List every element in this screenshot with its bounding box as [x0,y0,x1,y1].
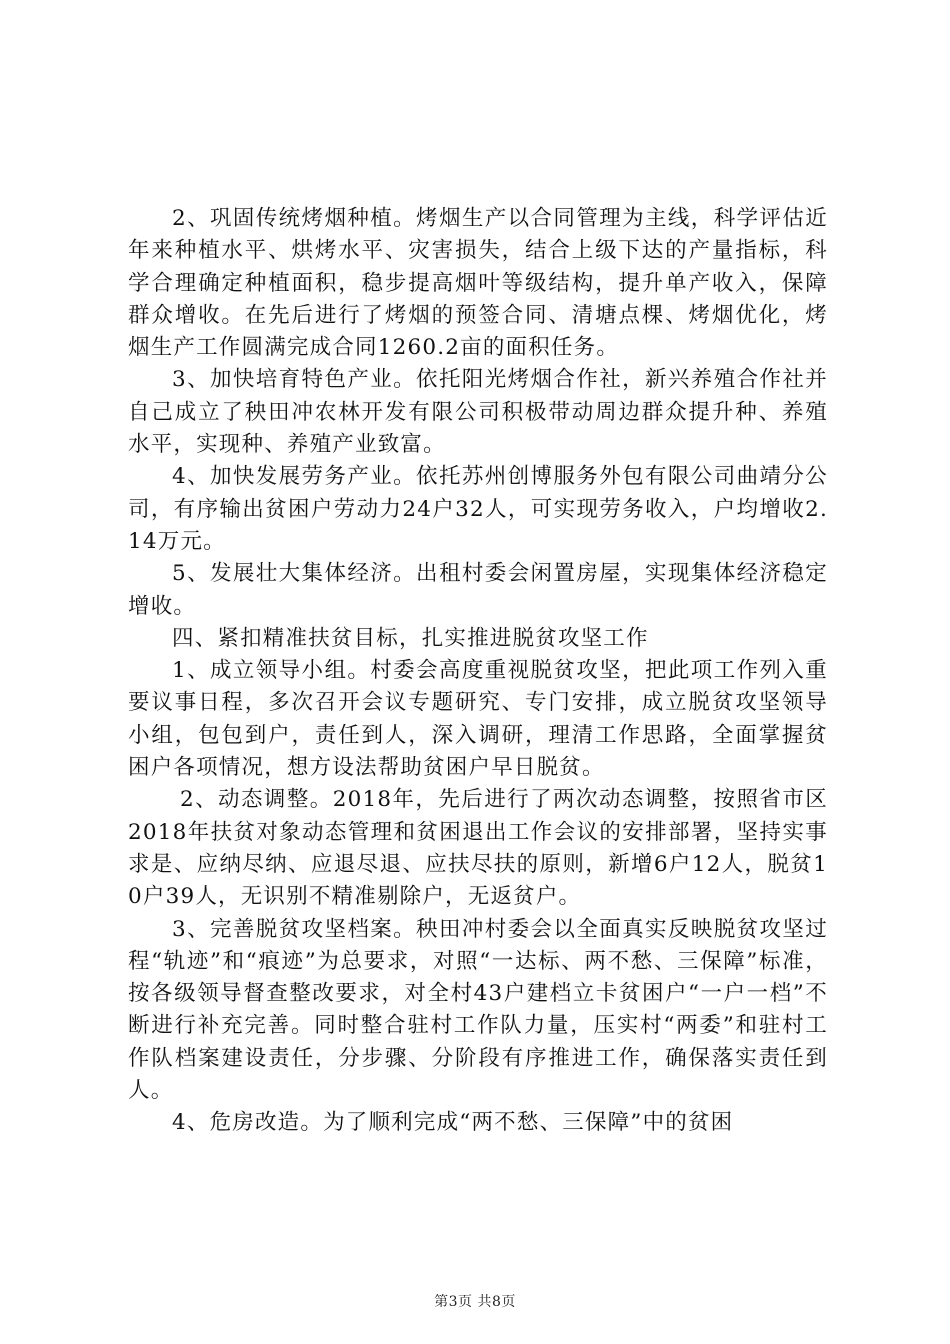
paragraph-housing-renovation: 4、危房改造。为了顺利完成“两不愁、三保障”中的贫困 [172,1110,734,1136]
page-number-footer: 第3页 共8页 [434,1294,516,1310]
paragraph-dynamic-adjustment: 2、动态调整。2018年，先后进行了两次动态调整，按照省市区2018年扶贫对象动态管理和贫困退出工作会议的安排部署，坚持实事求是、应纳尽纳、应退尽退、应扶尽扶的原则，新增6户12人，脱贫10户39人，无识别不精准剔除户，无返贫户。 [128,787,828,910]
paragraph-labor-industry: 4、加快发展劳务产业。依托苏州创博服务外包有限公司曲靖分公司，有序输出贫困户劳动力24户32人，可实现劳务收入，户均增收2.14万元。 [128,464,828,554]
paragraph-archives: 3、完善脱贫攻坚档案。秧田冲村委会以全面真实反映脱贫攻坚过程“轨迹”和“痕迹”为总要求，对照“一达标、两不愁、三保障”标准，按各级领导督查整改要求，对全村43户建档立卡贫困户“一户一档”不断进行补充完善。同时整合驻村工作队力量，压实村“两委”和驻村工作队档案建设责任，分步骤、分阶段有序推进工作，确保落实责任到人。 [128,916,828,1104]
paragraph-specialty-industry: 3、加快培育特色产业。依托阳光烤烟合作社，新兴养殖合作社并自己成立了秧田冲农林开发有限公司积极带动周边群众提升种、养殖水平，实现种、养殖产业致富。 [128,367,828,458]
section-heading-poverty-alleviation: 四、紧扣精准扶贫目标，扎实推进脱贫攻坚工作 [172,625,649,651]
document-body [128,203,828,1140]
paragraph-tobacco-planting: 2、巩固传统烤烟种植。烤烟生产以合同管理为主线，科学评估近年来种植水平、烘烤水平、灾害损失，结合上级下达的产量指标，科学合理确定种植面积，稳步提高烟叶等级结构，提升单产收入，保障群众增收。在先后进行了烤烟的预签合同、清塘点棵、烤烟优化，烤烟生产工作圆满完成合同1260.2亩的面积任务。 [128,206,828,361]
paragraph-leadership-group: 1、成立领导小组。村委会高度重视脱贫攻坚，把此项工作列入重要议事日程，多次召开会议专题研究、专门安排，成立脱贫攻坚领导小组，包包到户，责任到人，深入调研，理清工作思路，全面掌握贫困户各项情况，想方设法帮助贫困户早日脱贫。 [128,658,828,781]
paragraph-collective-economy: 5、发展壮大集体经济。出租村委会闲置房屋，实现集体经济稳定增收。 [128,561,828,619]
